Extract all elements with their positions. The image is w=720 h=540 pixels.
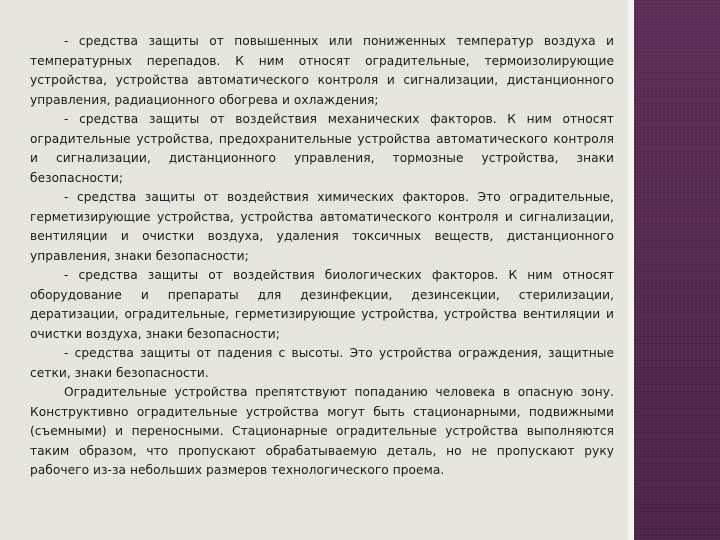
decorative-side-panel <box>634 0 720 540</box>
paragraph-biological-protection: - средства защиты от воздействия биологических факторов. К ним относят оборудование и препараты для дезинфекции, дезинсекции, стерилизации, дератизации, оградительные, герметизирующие устройства, устройства вентиляции и очистки воздуха, знаки безопасности; <box>30 268 614 341</box>
paragraph-chemical-protection: - средства защиты от воздействия химических факторов. Это оградительные, герметизирующие устройства, устройства автоматического контроля и сигнализации, вентиляции и очистки воздуха, удаления токсичных веществ, дистанционного управления, знаки безопасности; <box>30 190 614 263</box>
slide-text <box>30 32 614 481</box>
paragraph-fall-protection: - средства защиты от падения с высоты. Это устройства ограждения, защитные сетки, знаки безопасности. <box>30 346 614 380</box>
paragraph-guarding-devices: Оградительные устройства препятствуют попаданию человека в опасную зону. Конструктивно оградительные устройства могут быть стационарными, подвижными (съемными) и переносными. Стационарные оградительные устройства выполняются таким образом, что пропускают обрабатываемую деталь, но не пропускают руку рабочего из-за небольших размеров технологического проема. <box>30 385 614 477</box>
paragraph-temperature-protection: - средства защиты от повышенных или пониженных температур воздуха и температурных перепадов. К ним относят оградительные, термоизолирующие устройства, устройства автоматического контроля и сигнализации, дистанционного управления, радиационного обогрева и охлаждения; <box>30 34 614 107</box>
paragraph-mechanical-protection: - средства защиты от воздействия механических факторов. К ним относят оградительные устройства, предохранительные устройства автоматического контроля и сигнализации, дистанционного управления, тормозные устройства, знаки безопасности; <box>30 112 614 185</box>
